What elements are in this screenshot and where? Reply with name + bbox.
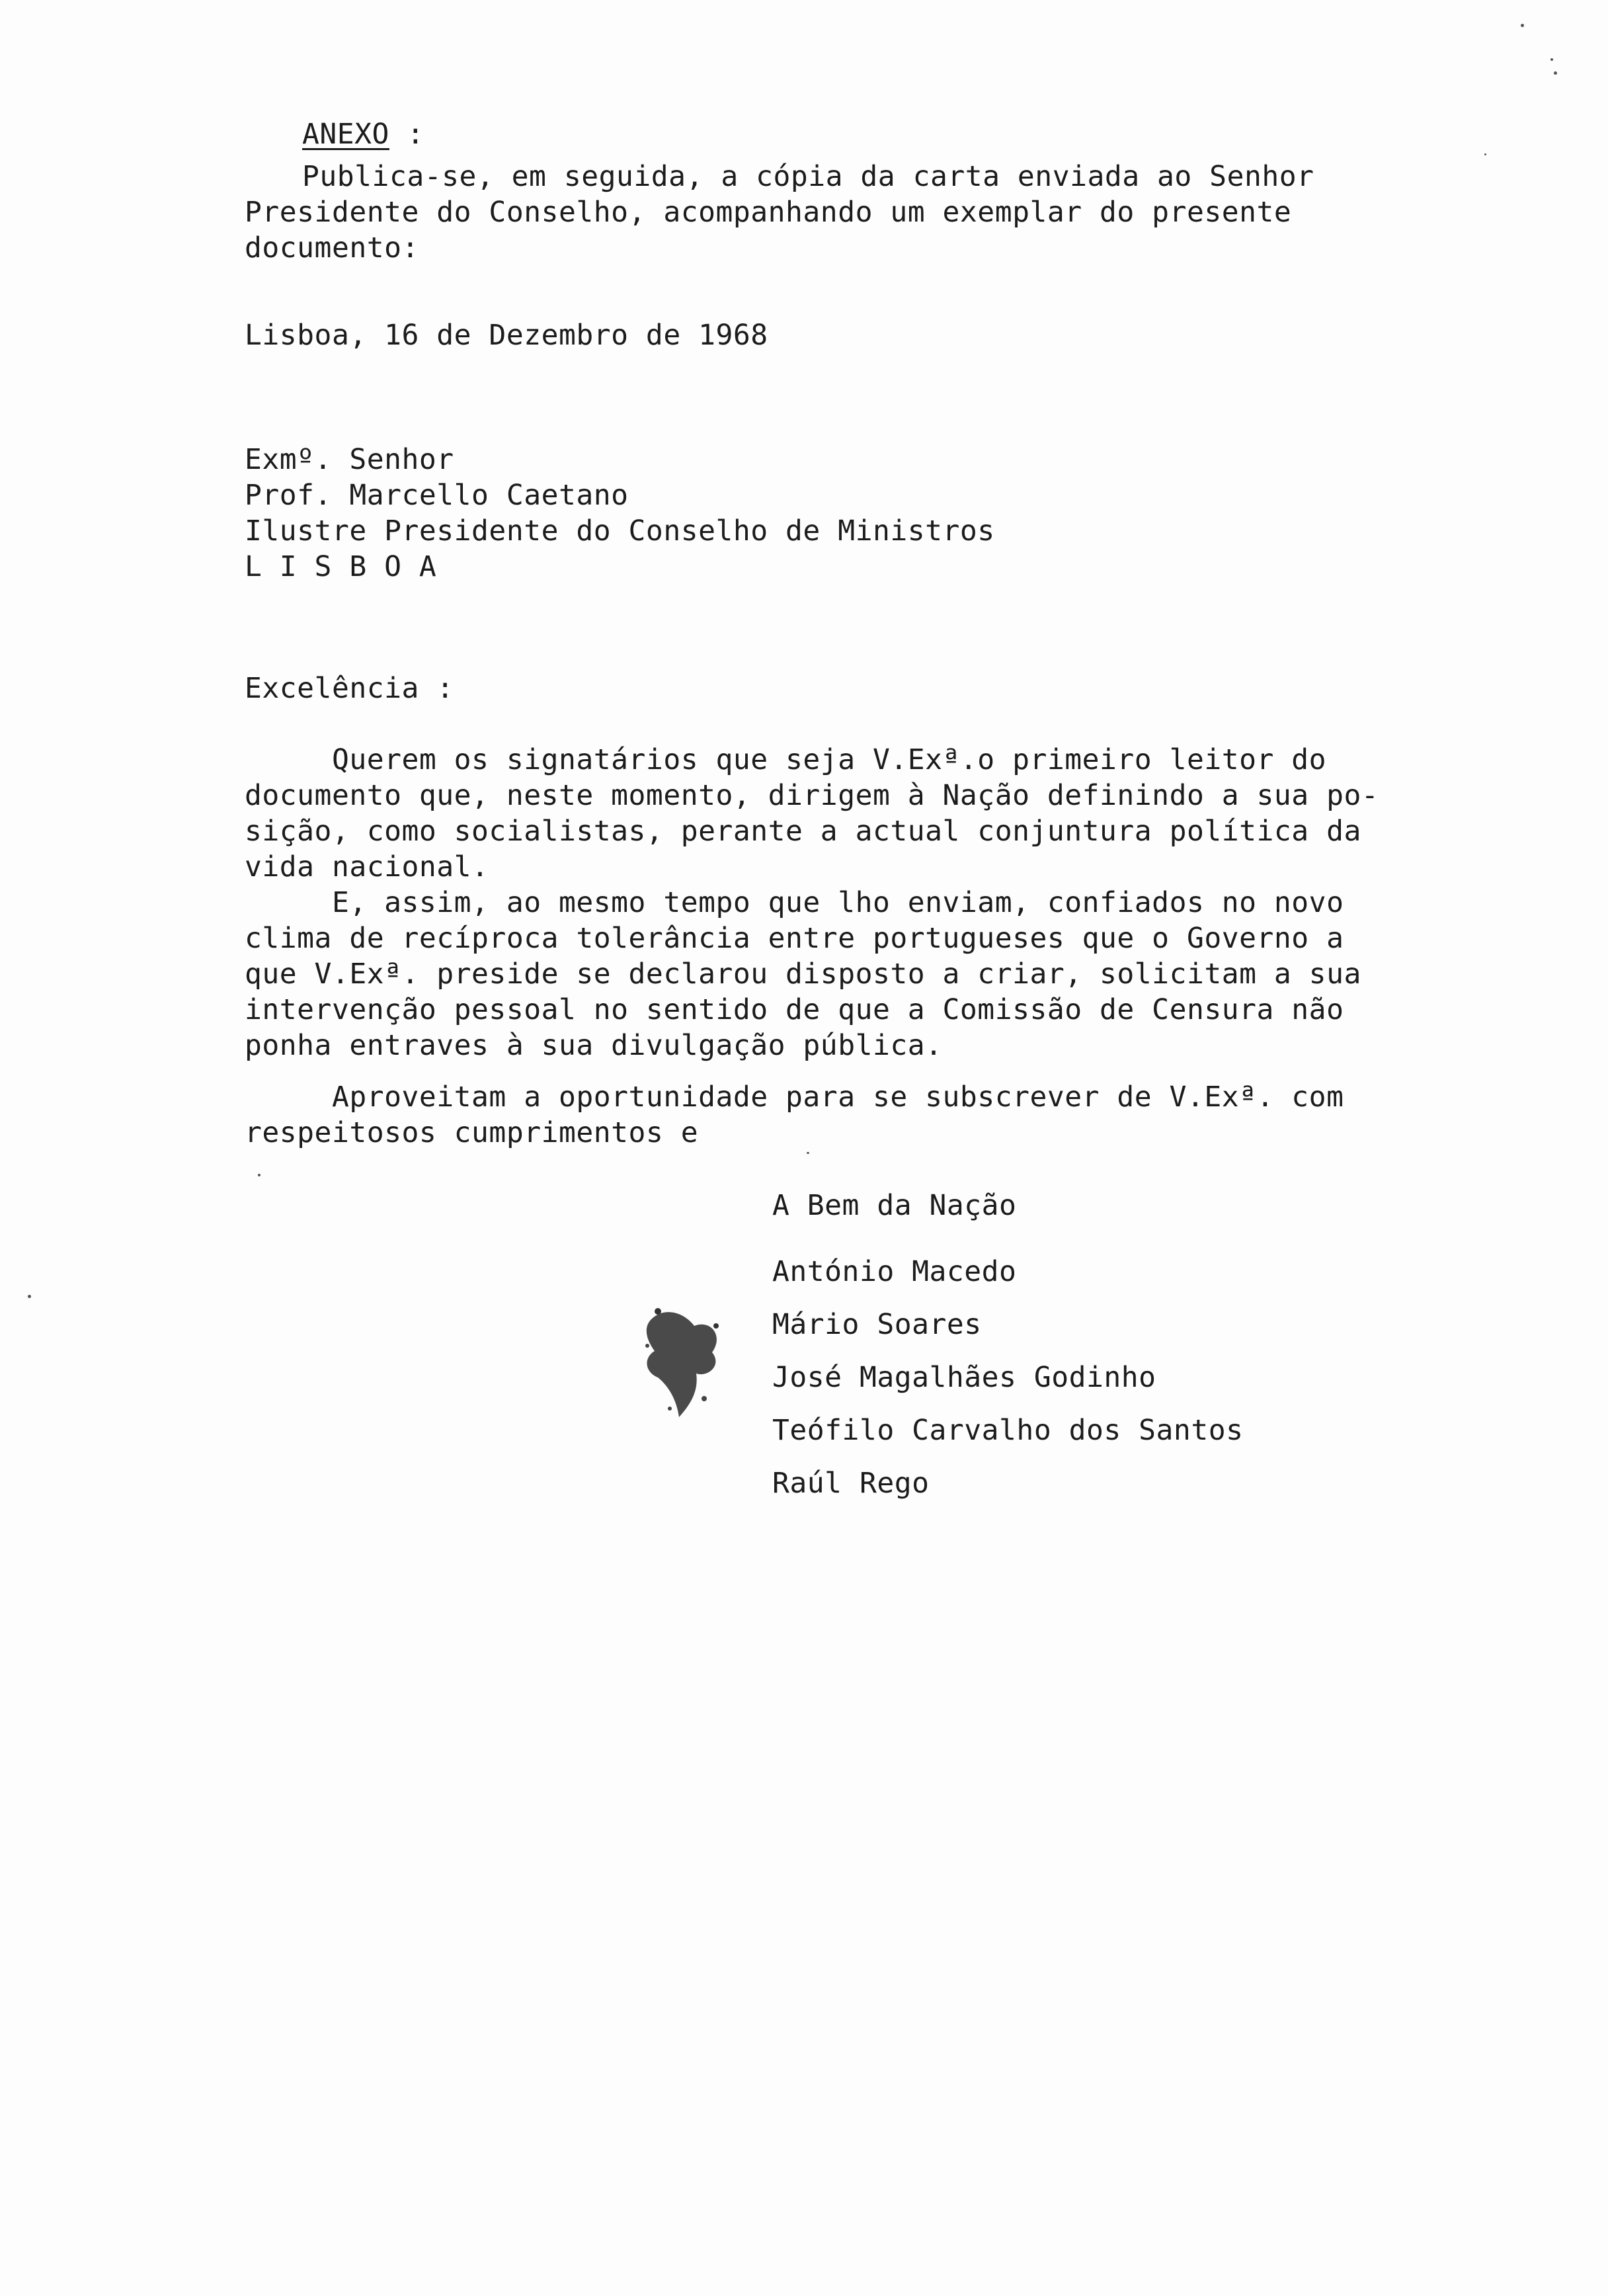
body-line: respeitosos cumprimentos e xyxy=(245,1116,699,1149)
body-line: Aproveitam a oportunidade para se subscrever de V.Exª. com xyxy=(245,1081,1344,1114)
scan-speck xyxy=(1550,58,1553,61)
recipient-line: Exmº. Senhor xyxy=(245,443,454,476)
annex-intro-line: documento: xyxy=(245,231,419,265)
scan-speck xyxy=(28,1295,31,1298)
body-line: ponha entraves à sua divulgação pública. xyxy=(245,1029,943,1062)
recipient-line: Ilustre Presidente do Conselho de Ministros xyxy=(245,514,995,548)
body-line: Querem os signatários que seja V.Exª.o primeiro leitor do xyxy=(245,743,1327,776)
scan-speck xyxy=(1554,71,1557,75)
salutation: Excelência : xyxy=(245,672,454,705)
body-line: documento que, neste momento, dirigem à Nação definindo a sua po- xyxy=(245,779,1379,812)
body-line: E, assim, ao mesmo tempo que lho enviam, confiados no novo xyxy=(245,886,1344,919)
annex-heading-label: ANEXO xyxy=(302,118,389,151)
signatory-name: Teófilo Carvalho dos Santos xyxy=(772,1414,1244,1447)
annex-heading xyxy=(302,116,424,152)
body-line: vida nacional. xyxy=(245,850,489,883)
closing-formula: A Bem da Nação xyxy=(772,1189,1017,1222)
recipient-city: L I S B O A xyxy=(245,550,437,583)
signatory-name: José Magalhães Godinho xyxy=(772,1361,1156,1394)
annex-intro-line: Publica-se, em seguida, a cópia da carta enviada ao Senhor xyxy=(302,160,1314,193)
annex-intro-line: Presidente do Conselho, acompanhando um exemplar do presente xyxy=(245,196,1292,229)
body-line: intervenção pessoal no sentido de que a Comissão de Censura não xyxy=(245,993,1344,1026)
scan-speck xyxy=(807,1152,809,1154)
letter-place-date: Lisboa, 16 de Dezembro de 1968 xyxy=(245,319,768,352)
signatory-name: Raúl Rego xyxy=(772,1467,930,1500)
ink-blot-mark xyxy=(638,1299,731,1425)
body-line: sição, como socialistas, perante a actual conjuntura política da xyxy=(245,815,1361,848)
scan-speck xyxy=(1521,24,1524,27)
signatory-name: Mário Soares xyxy=(772,1308,982,1341)
recipient-line: Prof. Marcello Caetano xyxy=(245,479,629,512)
signatory-name: António Macedo xyxy=(772,1255,1017,1288)
scan-speck xyxy=(258,1174,261,1176)
annex-heading-suffix: : xyxy=(389,118,424,151)
body-line: clima de recíproca tolerância entre portugueses que o Governo a xyxy=(245,922,1344,955)
body-line: que V.Exª. preside se declarou disposto a criar, solicitam a sua xyxy=(245,958,1361,991)
scan-speck xyxy=(1484,153,1486,155)
